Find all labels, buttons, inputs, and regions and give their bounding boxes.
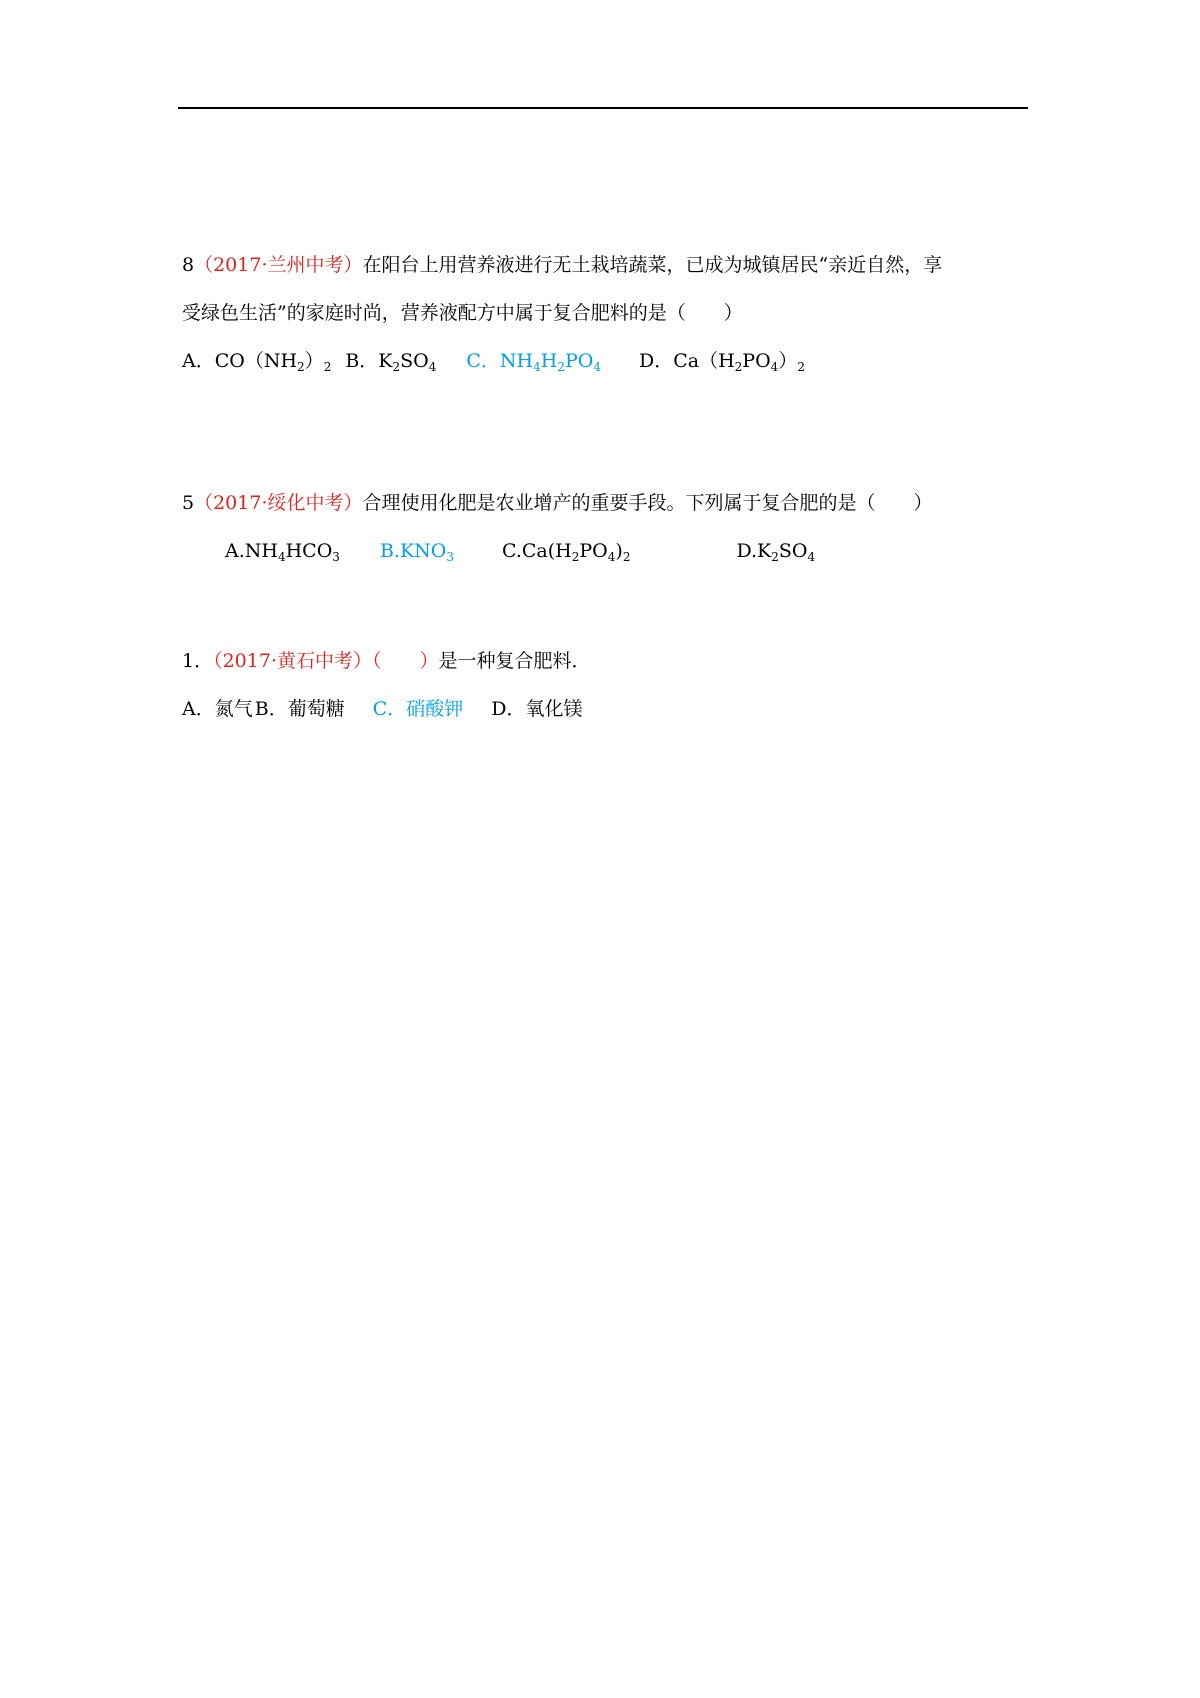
question-stem: 是一种复合肥料． — [438, 650, 591, 672]
option-b-answer: $B.KNO_3$ — [379, 540, 454, 564]
question-8-line2 — [182, 300, 743, 326]
option-b: B．$K_2SO_4$ — [345, 350, 437, 374]
question-1-line1 — [182, 648, 591, 674]
question-blank: （ ） — [372, 650, 439, 672]
question-source: （2017·兰州中考） — [194, 254, 363, 276]
question-stem: 合理使用化肥是农业增产的重要手段。下列属于复合肥的是（ ） — [362, 492, 933, 514]
header-rule — [178, 107, 1028, 109]
option-d: D．氧化镁 — [491, 698, 583, 720]
question-5-line1 — [182, 490, 933, 516]
question-source: （2017·绥化中考） — [194, 492, 363, 514]
question-8-options — [182, 348, 805, 374]
option-b: B．葡萄糖 — [254, 698, 345, 720]
question-number: 5 — [182, 492, 195, 514]
option-c-answer: C．硝酸钾 — [372, 698, 464, 720]
option-d: D．$Ca(H_2PO_4)_2$ — [638, 350, 805, 374]
question-1-options — [182, 696, 582, 722]
question-8-line1 — [182, 252, 942, 278]
question-source: （2017·黄石中考） — [213, 650, 372, 672]
question-number: 1． — [182, 650, 214, 672]
option-c: $C.Ca(H_2PO_4)_2$ — [501, 540, 631, 564]
question-stem: 受绿色生活”的家庭时尚，营养液配方中属于复合肥料的是（ ） — [182, 302, 743, 324]
question-number: 8 — [182, 254, 195, 276]
option-a: A．氮气 — [182, 698, 253, 720]
option-a: $A.NH_4HCO_3$ — [225, 540, 340, 564]
option-c-answer: C．$NH_4H_2PO_4$ — [466, 350, 601, 374]
option-d: $D.K_2SO_4$ — [736, 540, 816, 564]
option-a: A．$CO(NH_2)_2$ — [182, 350, 332, 374]
question-5-options — [225, 538, 815, 564]
question-stem: 在阳台上用营养液进行无土栽培蔬菜，已成为城镇居民“亲近自然，享 — [362, 254, 943, 276]
